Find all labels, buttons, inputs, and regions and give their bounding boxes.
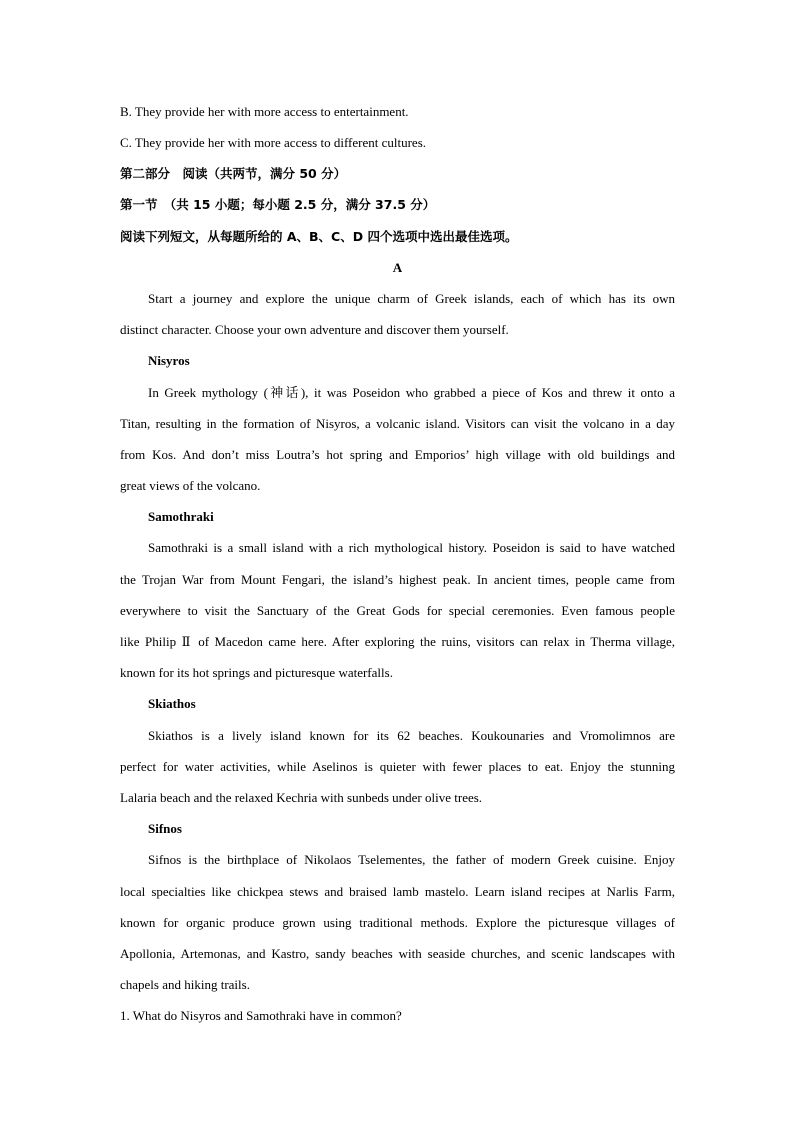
part-title: 第二部分 阅读（共两节，满分 50 分） — [120, 166, 347, 181]
passage-label: A — [392, 260, 403, 275]
paragraph-line: everywhere to visit the Sanctuary of the Great Gods for special ceremonies. Even famous people — [120, 603, 675, 618]
paragraph-line: Sifnos is the birthplace of Nikolaos Tselementes, the father of modern Greek cuisine. Enjoy — [148, 852, 675, 867]
paragraph-line: great views of the volcano. — [120, 478, 261, 493]
paragraph-line: perfect for water activities, while Aselinos is quieter with fewer places to eat. Enjoy the stunning — [120, 759, 675, 774]
island-heading-sifnos: Sifnos — [148, 821, 182, 836]
paragraph-line: like Philip Ⅱ of Macedon came here. After exploring the ruins, visitors can relax in Therma village, — [120, 634, 675, 649]
island-heading-skiathos: Skiathos — [148, 696, 196, 711]
intro-line: distinct character. Choose your own adventure and discover them yourself. — [120, 322, 509, 337]
island-heading-samothraki: Samothraki — [148, 509, 214, 524]
paragraph-line: chapels and hiking trails. — [120, 977, 250, 992]
option-c: C. They provide her with more access to different cultures. — [120, 135, 427, 150]
paragraph-line: known for organic produce grown using traditional methods. Explore the picturesque villages of — [120, 915, 675, 930]
subsection-title: 第一节 （共 15 小题；每小题 2.5 分，满分 37.5 分） — [120, 197, 436, 212]
paragraph-line: from Kos. And don’t miss Loutra’s hot spring and Emporios’ high village with old buildings and — [120, 447, 675, 462]
paragraph-line: Apollonia, Artemonas, and Kastro, sandy beaches with seaside churches, and scenic landscapes with — [120, 946, 675, 961]
paragraph-line: the Trojan War from Mount Fengari, the island’s highest peak. In ancient times, people came from — [120, 572, 675, 587]
option-b: B. They provide her with more access to entertainment. — [120, 104, 409, 119]
paragraph-line: Samothraki is a small island with a rich mythological history. Poseidon is said to have watched — [148, 540, 675, 555]
island-heading-nisyros: Nisyros — [148, 353, 190, 368]
paragraph-line: known for its hot springs and picturesque waterfalls. — [120, 665, 393, 680]
paragraph-line: Titan, resulting in the formation of Nisyros, a volcanic island. Visitors can visit the volcano in a day — [120, 416, 675, 431]
paragraph-line: Skiathos is a lively island known for its 62 beaches. Koukounaries and Vromolimnos are — [148, 728, 675, 743]
paragraph-line: In Greek mythology (神话), it was Poseidon who grabbed a piece of Kos and threw it onto a — [148, 385, 675, 400]
question-1: 1. What do Nisyros and Samothraki have in common? — [120, 1008, 402, 1023]
intro-line: Start a journey and explore the unique charm of Greek islands, each of which has its own — [148, 291, 675, 306]
paragraph-line: local specialties like chickpea stews and braised lamb mastelo. Learn island recipes at Narlis Farm, — [120, 884, 675, 899]
paragraph-line: Lalaria beach and the relaxed Kechria with sunbeds under olive trees. — [120, 790, 483, 805]
instructions: 阅读下列短文，从每题所给的 A、B、C、D 四个选项中选出最佳选项。 — [120, 229, 518, 244]
